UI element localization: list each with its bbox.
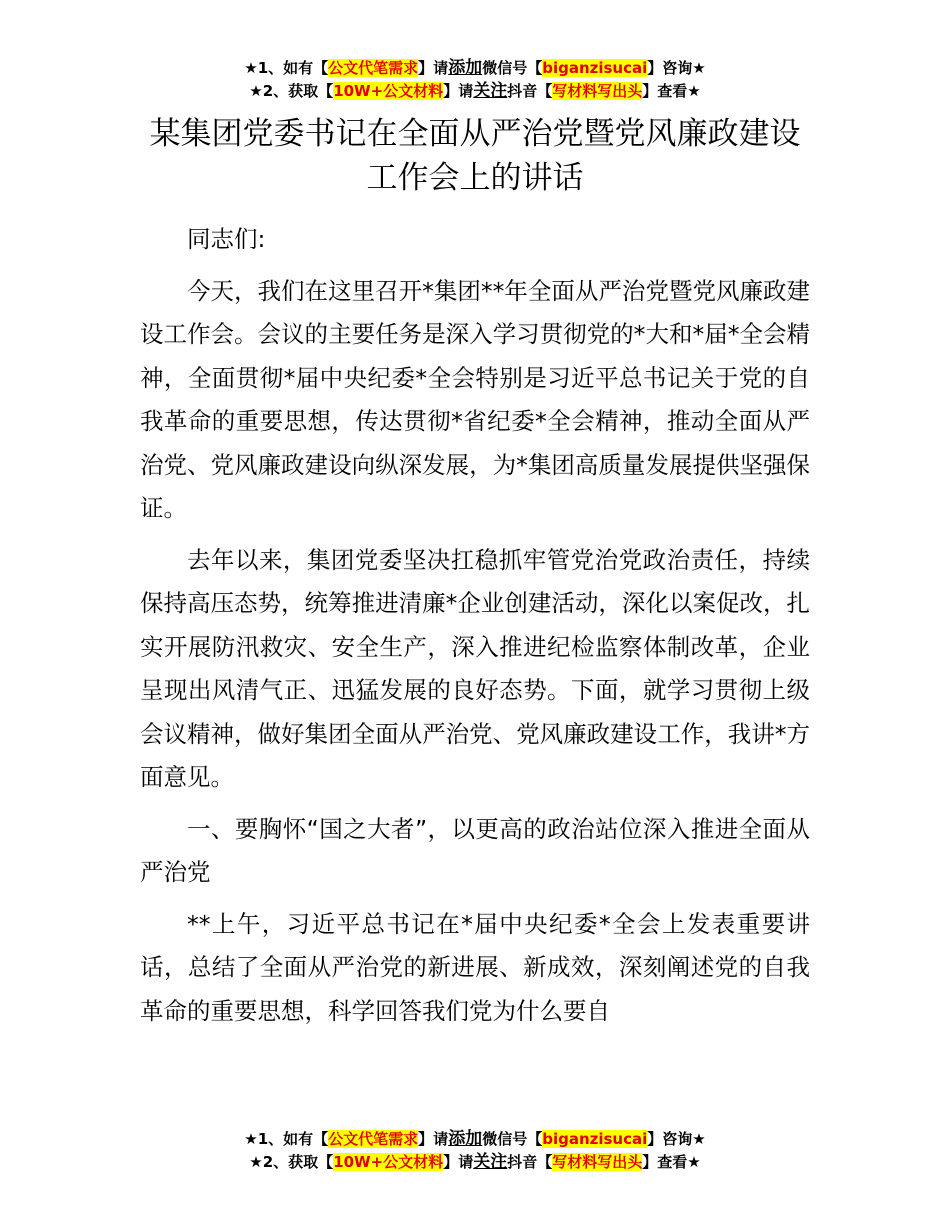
footer-banner xyxy=(0,1128,950,1174)
star-icon: ★ xyxy=(249,1153,263,1171)
banner-text: 2、获取【 xyxy=(262,1153,334,1171)
banner-text: 】咨询 xyxy=(647,1130,693,1148)
banner-text: 抖音【 xyxy=(507,82,553,100)
banner-text: 2、获取【 xyxy=(262,82,334,100)
banner-text: 微信号【 xyxy=(482,1130,543,1148)
section-heading: 一、要胸怀“国之大者”，以更高的政治站位深入推进全面从严治党 xyxy=(140,814,810,886)
salutation: 同志们: xyxy=(187,225,266,253)
paragraph: **上午，习近平总书记在*届中央纪委*全会上发表重要讲话，总结了全面从严治党的新进展、新成效，深刻阐述党的自我革命的重要思想，科学回答我们党为什么要自 xyxy=(140,909,810,1025)
banner-line-2 xyxy=(0,1151,950,1174)
banner-highlight: 写材料写出头 xyxy=(552,1153,643,1171)
banner-underline: 添加 xyxy=(448,1129,483,1149)
banner-text: 】请 xyxy=(418,59,449,77)
banner-text: 1、如有【 xyxy=(257,59,329,77)
banner-highlight: biganzisucai xyxy=(542,1130,648,1148)
document-title: 某集团党委书记在全面从严治党暨党风廉政建设工作会上的讲话 xyxy=(149,116,801,196)
banner-highlight: 公文代笔需求 xyxy=(328,1130,419,1148)
banner-text: 微信号【 xyxy=(482,59,543,77)
banner-line-1 xyxy=(0,57,950,80)
banner-text: 1、如有【 xyxy=(257,1130,329,1148)
banner-highlight: 10W+公文材料 xyxy=(333,82,444,100)
banner-text: 】请 xyxy=(443,1153,474,1171)
banner-text: 】咨询 xyxy=(647,59,693,77)
paragraph: 今天，我们在这里召开*集团**年全面从严治党暨党风廉政建设工作会。会议的主要任务是深入学习贯彻党的*大和*届*全会精神，全面贯彻*届中央纪委*全会特别是习近平总书记关于党的自我革命的重要思想，传达贯彻*省纪委*全会精神，推动全面从严治党、党风廉政建设向纵深发展，为*集团高质量发展提供坚强保证。 xyxy=(140,276,810,522)
star-icon: ★ xyxy=(244,59,258,77)
paragraph: 去年以来，集团党委坚决扛稳抓牢管党治党政治责任，持续保持高压态势，统筹推进清廉*企业创建活动，深化以案促改，扎实开展防汛救灾、安全生产，深入推进纪检监察体制改革，企业呈现出风清气正、迅猛发展的良好态势。下面，就学习贯彻上级会议精神，做好集团全面从严治党、党风廉政建设工作，我讲*方面意见。 xyxy=(140,545,810,791)
star-icon: ★ xyxy=(249,82,263,100)
banner-text: 抖音【 xyxy=(507,1153,553,1171)
banner-highlight: 写材料写出头 xyxy=(552,82,643,100)
star-icon: ★ xyxy=(687,82,701,100)
banner-text: 】查看 xyxy=(642,82,688,100)
star-icon: ★ xyxy=(692,59,706,77)
banner-highlight: biganzisucai xyxy=(542,59,648,77)
banner-highlight: 10W+公文材料 xyxy=(333,1153,444,1171)
banner-underline: 关注 xyxy=(473,1152,508,1172)
banner-text: 】请 xyxy=(443,82,474,100)
banner-underline: 关注 xyxy=(473,81,508,101)
star-icon: ★ xyxy=(687,1153,701,1171)
document-body xyxy=(140,218,810,1041)
header-banner xyxy=(0,57,950,103)
banner-highlight: 公文代笔需求 xyxy=(328,59,419,77)
banner-text: 】查看 xyxy=(642,1153,688,1171)
banner-underline: 添加 xyxy=(448,58,483,78)
banner-line-2 xyxy=(0,80,950,103)
banner-text: 】请 xyxy=(418,1130,449,1148)
star-icon: ★ xyxy=(692,1130,706,1148)
star-icon: ★ xyxy=(244,1130,258,1148)
banner-line-1 xyxy=(0,1128,950,1151)
